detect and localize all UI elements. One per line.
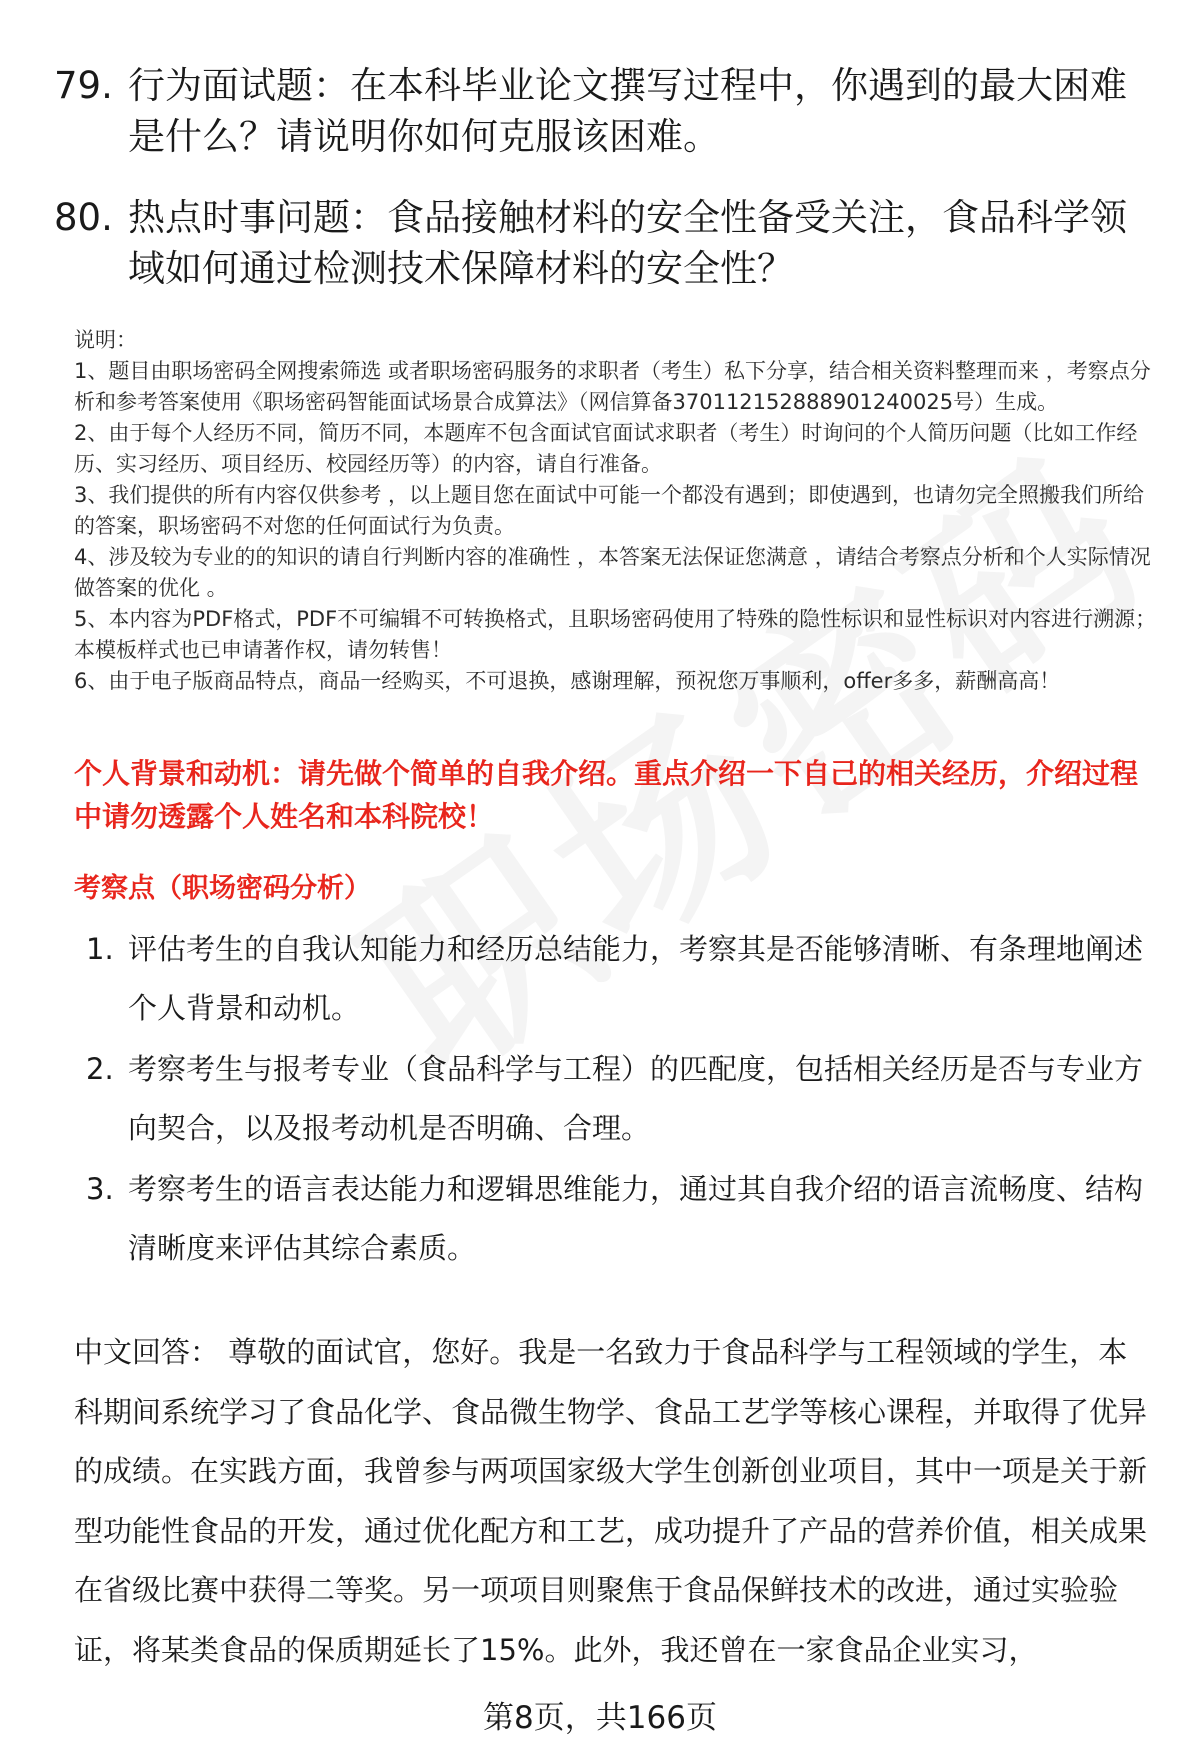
- note-item: 2、由于每个人经历不同，简历不同，本题库不包含面试官面试求职者（考生）时询问的个人简历问题（比如工作经历、实习经历、项目经历、校园经历等）的内容，请自行准备。: [74, 421, 1138, 476]
- analysis-points-list: [74, 920, 1154, 1280]
- analysis-point: [74, 1160, 1154, 1278]
- point-text: 评估考生的自我认知能力和经历总结能力，考察其是否能够清晰、有条理地阐述个人背景和动机。: [128, 932, 1144, 1025]
- question-79: [54, 60, 1154, 162]
- analysis-point: [74, 1040, 1154, 1158]
- question-text: 热点时事问题：食品接触材料的安全性备受关注，食品科学领域如何通过检测技术保障材料的安全性？: [128, 196, 1127, 290]
- point-text: 考察考生与报考专业（食品科学与工程）的匹配度，包括相关经历是否与专业方向契合，以及报考动机是否明确、合理。: [128, 1052, 1144, 1145]
- point-text: 考察考生的语言表达能力和逻辑思维能力，通过其自我介绍的语言流畅度、结构清晰度来评估其综合素质。: [128, 1172, 1144, 1265]
- analysis-point: [74, 920, 1154, 1038]
- point-number: 3.: [86, 1172, 114, 1206]
- answer-text: 中文回答： 尊敬的面试官，您好。我是一名致力于食品科学与工程领域的学生，本科期间系统学习了食品化学、食品微生物学、食品工艺学等核心课程，并取得了优异的成绩。在实践方面，我曾参与两项国家级大学生创新创业项目，其中一项是关于新型功能性食品的开发，通过优化配方和工艺，成功提升了产品的营养价值，相关成果在省级比赛中获得二等奖。另一项项目则聚焦于食品保鲜技术的改进，通过实验验证，将某类食品的保质期延长了15%。此外，我还曾在一家食品企业实习，: [74, 1335, 1148, 1667]
- question-80: [54, 192, 1154, 294]
- question-number: 80.: [54, 196, 113, 239]
- question-text: 行为面试题：在本科毕业论文撰写过程中，你遇到的最大困难是什么？请说明你如何克服该困难。: [128, 64, 1127, 158]
- question-number: 79.: [54, 64, 113, 107]
- note-item: 6、由于电子版商品特点，商品一经购买，不可退换，感谢理解，预祝您万事顺利，offer多多，薪酬高高！: [74, 669, 1061, 693]
- main-question: 个人背景和动机：请先做个简单的自我介绍。重点介绍一下自己的相关经历，介绍过程中请勿透露个人姓名和本科院校！: [74, 757, 1139, 833]
- page-footer: 第8页，共166页: [483, 1700, 717, 1736]
- note-item: 3、我们提供的所有内容仅供参考 ，以上题目您在面试中可能一个都没有遇到；即使遇到，也请勿完全照搬我们所给的答案，职场密码不对您的任何面试行为负责。: [74, 483, 1145, 538]
- note-item: 4、涉及较为专业的的知识的请自行判断内容的准确性 ，本答案无法保证您满意 ，请结合考察点分析和个人实际情况做答案的优化 。: [74, 545, 1151, 600]
- notes-title: 说明：: [74, 328, 137, 352]
- notes-section: [74, 325, 1164, 697]
- point-number: 1.: [86, 932, 114, 966]
- note-item: 5、本内容为PDF格式，PDF不可编辑不可转换格式，且职场密码使用了特殊的隐性标识和显性标识对内容进行溯源；本模板样式也已申请著作权，请勿转售！: [74, 607, 1157, 662]
- point-number: 2.: [86, 1052, 114, 1086]
- analysis-heading: 考察点（职场密码分析）: [74, 873, 371, 904]
- note-item: 1、题目由职场密码全网搜索筛选 或者职场密码服务的求职者（考生）私下分享，结合相关资料整理而来 ，考察点分析和参考答案使用《职场密码智能面试场景合成算法》（网信算备370112152888901240025号）生成。: [74, 359, 1151, 414]
